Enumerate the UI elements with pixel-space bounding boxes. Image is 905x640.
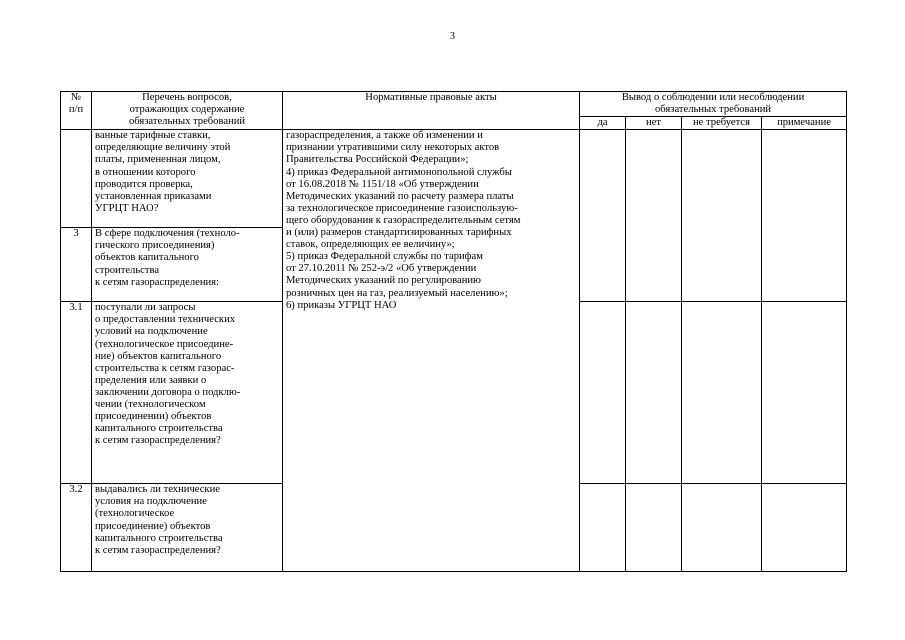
answer-yes[interactable] [580,484,626,572]
question-line: к сетям газораспределения? [95,544,221,556]
header-num-line: п/п [68,104,84,116]
acts-line: признании утратившими силу некоторых актов [286,142,500,154]
question-line: условия на подключение [95,496,207,508]
answer-note[interactable] [762,484,847,572]
acts-line: за технологическое присоединение газоиспользую- [286,202,518,214]
header-not-required: не требуется [682,117,762,130]
question-line: пределения или заявки о [95,374,207,386]
question-line: поступали ли запросы [95,302,196,314]
header-conclusion-line: Вывод о соблюдении или несоблюдении [621,92,805,103]
question-cell [92,228,283,302]
question-line: выдавались ли технические [95,484,220,496]
header-num-line: № [70,92,82,103]
header-acts: Нормативные правовые акты [283,92,580,130]
acts-line: 5) приказ Федеральной службы по тарифам [286,251,483,263]
acts-line: от 27.10.2011 № 252-э/2 «Об утверждении [286,263,477,275]
requirements-table [60,91,847,572]
question-line: строительства к сетям газорас- [95,362,235,374]
header-questions-line: обязательных требований [128,116,246,128]
acts-line: и (или) размеров стандартизированных тарифных [286,227,512,239]
acts-line: Методических указаний по расчету размера платы [286,190,514,202]
header-note: примечание [762,117,847,130]
acts-line: ставок, определяющих ее величину»; [286,239,455,251]
answer-no[interactable] [626,484,682,572]
question-line: проводится проверка, [95,178,193,190]
question-line: условий на подключение [95,326,208,338]
question-line: ние) объектов капитального [95,350,222,362]
question-line: (технологическое [95,508,175,520]
question-cell [92,130,283,228]
question-line: УГРЦТ НАО? [95,202,159,214]
acts-line: Правительства Российской Федерации»; [286,154,469,166]
acts-line: газораспределения, а также об изменении и [286,130,483,142]
header-yes: да [580,117,626,130]
row-number [61,130,92,228]
acts-line: 6) приказы УГРЦТ НАО [286,299,397,311]
answer-not-required[interactable] [682,484,762,572]
header-conclusion [580,92,847,117]
acts-line: от 16.08.2018 № 1151/18 «Об утверждении [286,178,479,190]
question-line: капитального строительства [95,423,223,435]
question-line: к сетям газораспределения? [95,435,221,447]
question-cell [92,484,283,572]
header-questions-line: отражающих содержание [129,104,245,116]
question-cell [92,302,283,484]
acts-line: розничных цен на газ, реализуемый населению»; [286,287,508,299]
answer-yes[interactable] [580,130,626,302]
header-questions [92,92,283,130]
acts-line: 4) приказ Федеральной антимонопольной службы [286,166,512,178]
question-line: присоединение) объектов [95,520,211,532]
question-line: определяющие величину этой [95,142,231,154]
question-line: ванные тарифные ставки, [95,130,211,142]
question-line: заключении договора о подклю- [95,386,241,398]
acts-cell [283,130,580,572]
answer-note[interactable] [762,130,847,302]
header-questions-line: Перечень вопросов, [142,92,232,103]
question-line: гического присоединения) [95,240,215,252]
question-line: присоединении) объектов [95,411,212,423]
question-line: капитального строительства [95,532,223,544]
acts-line: щего оборудования к газораспределительным сетям [286,214,521,226]
row-number: 3.1 [61,302,92,484]
acts-line: Методических указаний по регулированию [286,275,481,287]
answer-note[interactable] [762,302,847,484]
question-line: В сфере подключения (техноло- [95,228,240,240]
header-no: нет [626,117,682,130]
question-line: объектов капитального [95,252,199,264]
answer-not-required[interactable] [682,130,762,302]
answer-no[interactable] [626,130,682,302]
question-line: к сетям газораспределения: [95,276,219,288]
question-line: строительства [95,264,160,276]
row-number: 3.2 [61,484,92,572]
question-line: платы, примененная лицом, [95,154,221,166]
answer-yes[interactable] [580,302,626,484]
header-conclusion-line: обязательных требований [654,104,772,116]
answer-no[interactable] [626,302,682,484]
row-number: 3 [61,228,92,302]
answer-not-required[interactable] [682,302,762,484]
question-line: (технологическое присоедине- [95,338,234,350]
header-num [61,92,92,130]
question-line: о предоставлении технических [95,314,236,326]
question-line: установленная приказами [95,190,212,202]
page-number: 3 [450,31,455,42]
question-line: чении (технологическом [95,399,206,411]
question-line: в отношении которого [95,166,196,178]
